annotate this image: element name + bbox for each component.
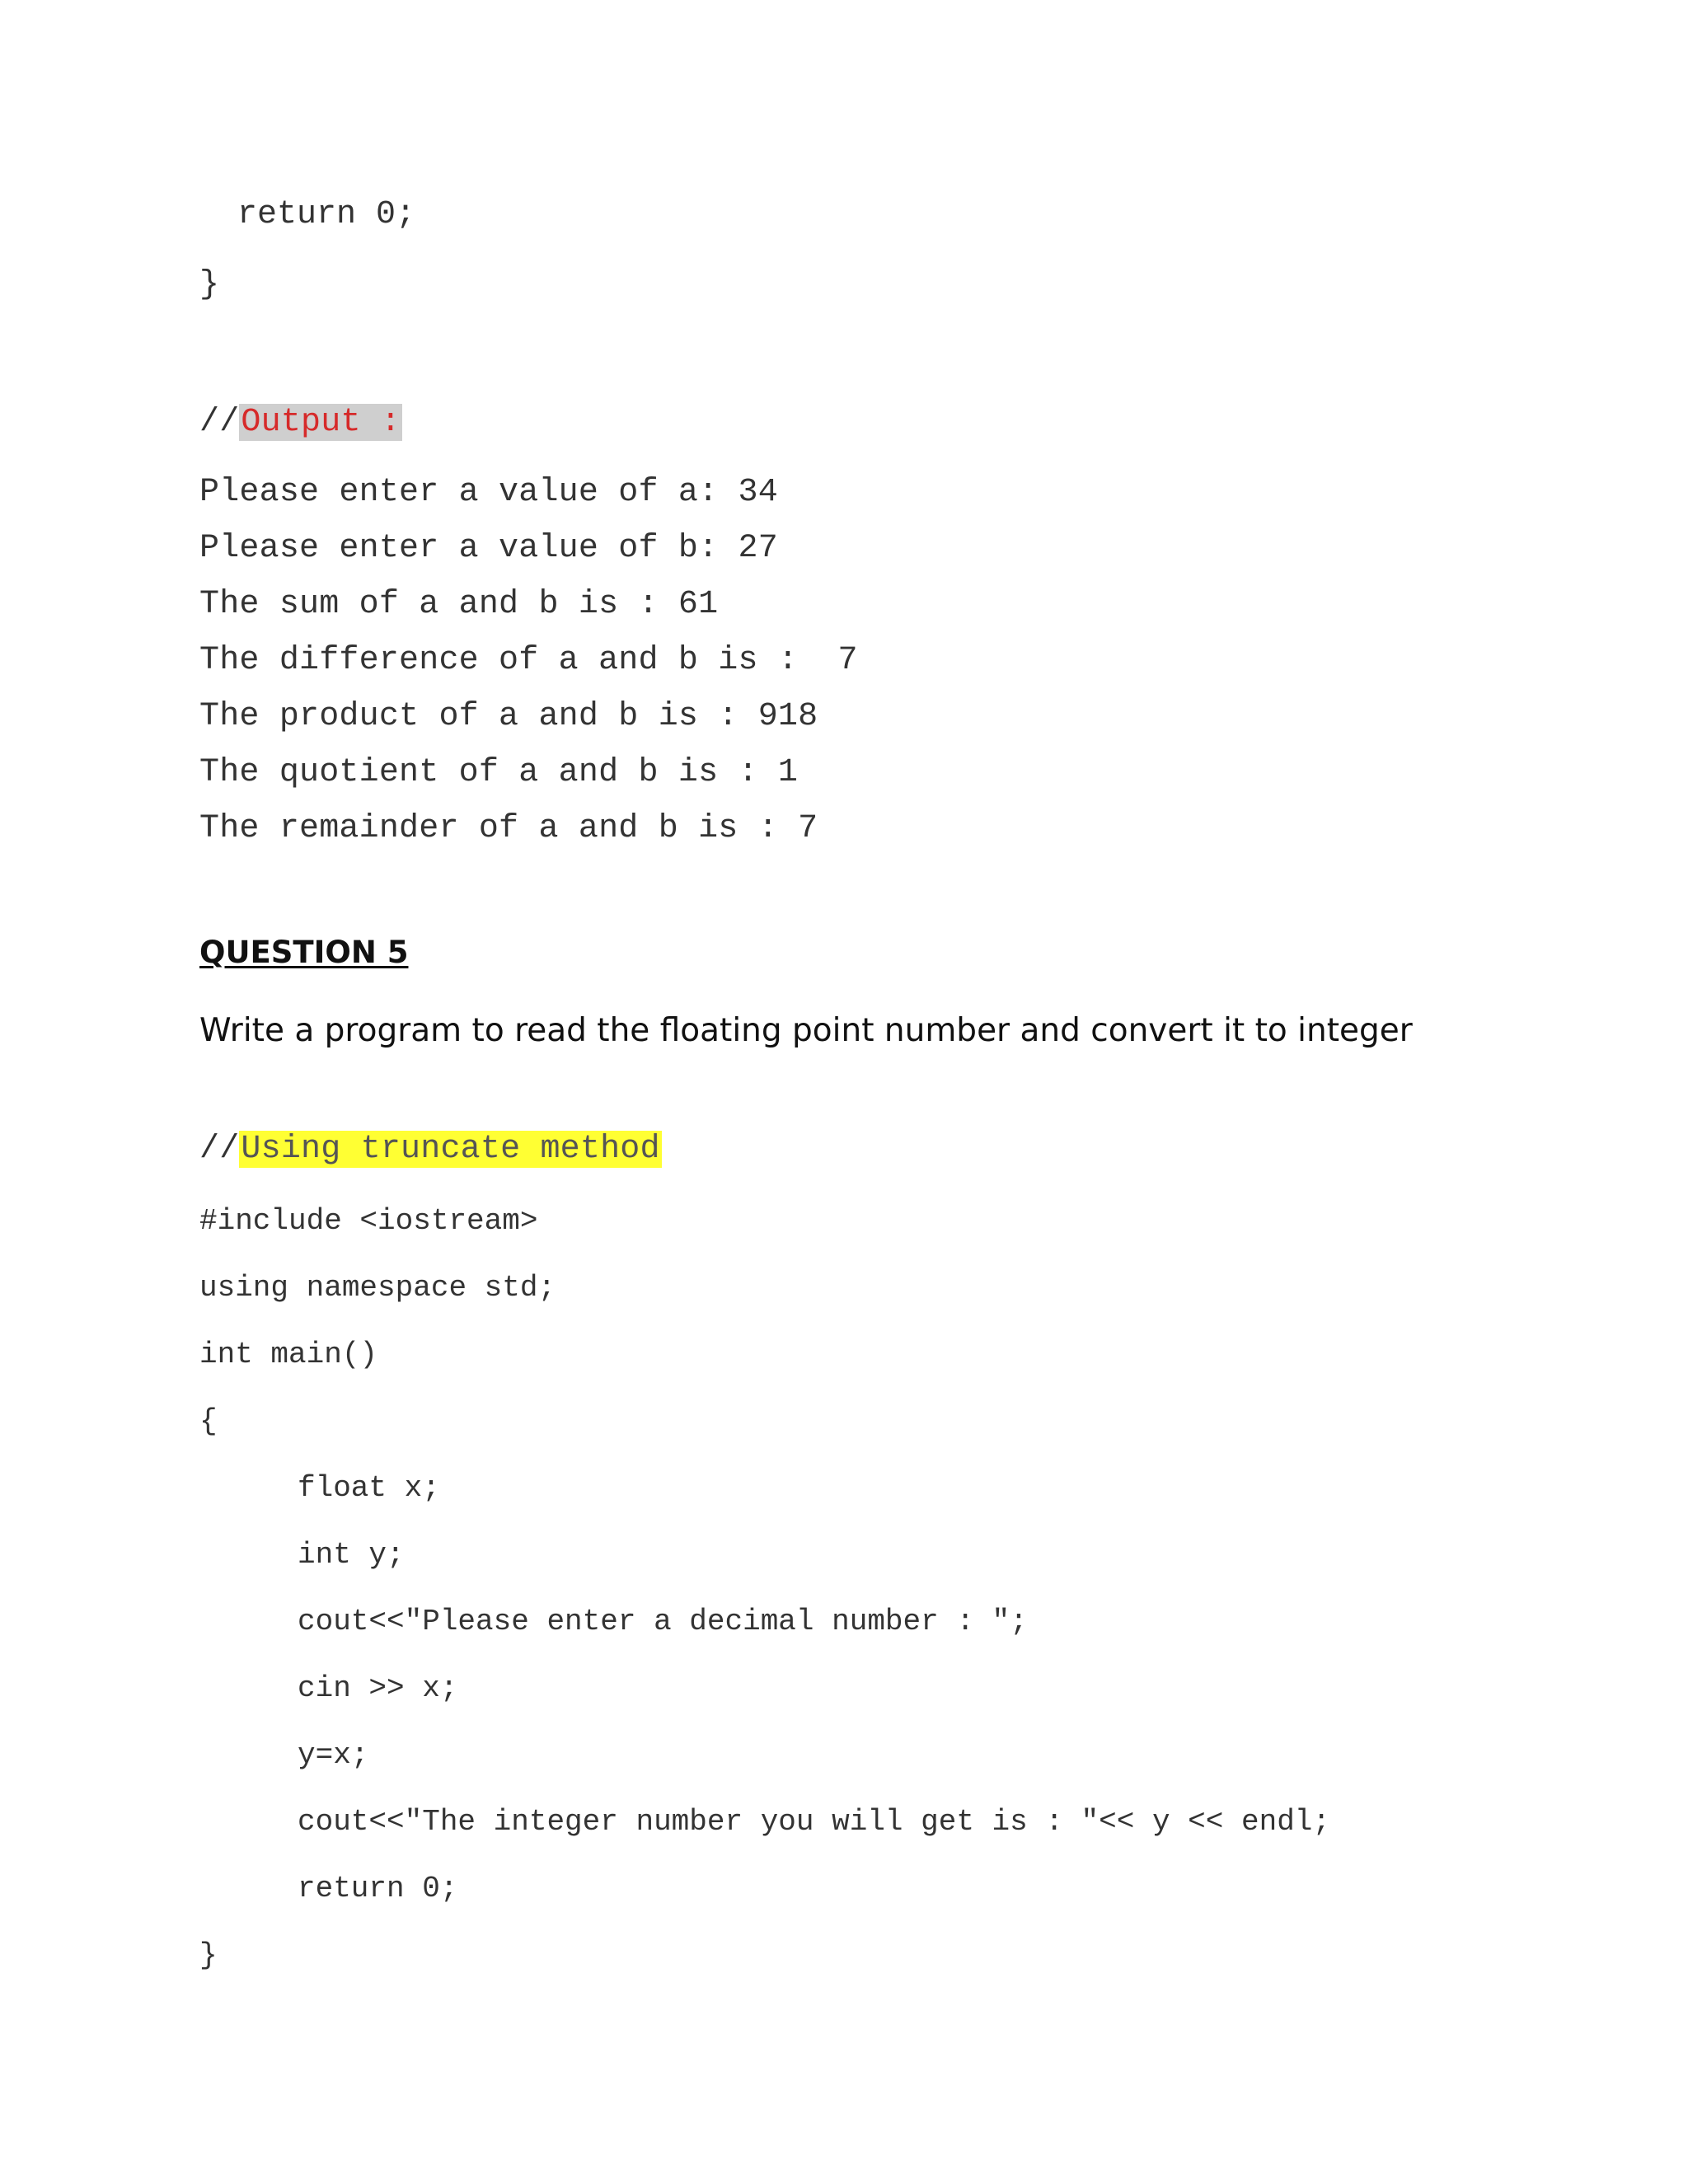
code-body-line: y=x; bbox=[298, 1738, 369, 1772]
output-line: The sum of a and b is : 61 bbox=[199, 586, 719, 623]
code-open-brace: { bbox=[199, 1404, 218, 1438]
question-text: Write a program to read the floating point number and convert it to integer bbox=[199, 1012, 1413, 1049]
output-comment bbox=[199, 404, 402, 442]
code-include: #include <iostream> bbox=[199, 1204, 538, 1238]
code-body-line: cout<<"Please enter a decimal number : "; bbox=[298, 1605, 1028, 1638]
output-line: The difference of a and b is : 7 bbox=[199, 642, 858, 679]
code-closing-brace: } bbox=[199, 266, 220, 303]
output-line: The remainder of a and b is : 7 bbox=[199, 810, 818, 847]
comment-prefix: // bbox=[199, 1131, 240, 1168]
code-return-statement: return 0; bbox=[237, 196, 416, 233]
method-comment bbox=[199, 1131, 662, 1169]
code-body-line: float x; bbox=[298, 1471, 440, 1505]
output-line: The quotient of a and b is : 1 bbox=[199, 754, 799, 791]
output-line: The product of a and b is : 918 bbox=[199, 698, 818, 735]
output-label: Output : bbox=[241, 404, 401, 441]
method-label: Using truncate method bbox=[241, 1131, 660, 1168]
output-line: Please enter a value of b: 27 bbox=[199, 530, 778, 567]
comment-prefix: // bbox=[199, 404, 240, 441]
code-body-line: return 0; bbox=[298, 1872, 458, 1905]
code-close-brace: } bbox=[199, 1938, 218, 1972]
code-body-line: cout<<"The integer number you will get is : "<< y << endl; bbox=[298, 1805, 1331, 1839]
output-line: Please enter a value of a: 34 bbox=[199, 474, 778, 511]
code-namespace: using namespace std; bbox=[199, 1271, 556, 1305]
code-body-line: cin >> x; bbox=[298, 1671, 458, 1705]
question-heading: QUESTION 5 bbox=[199, 935, 409, 970]
code-body-line: int y; bbox=[298, 1538, 405, 1572]
code-main-signature: int main() bbox=[199, 1338, 378, 1371]
